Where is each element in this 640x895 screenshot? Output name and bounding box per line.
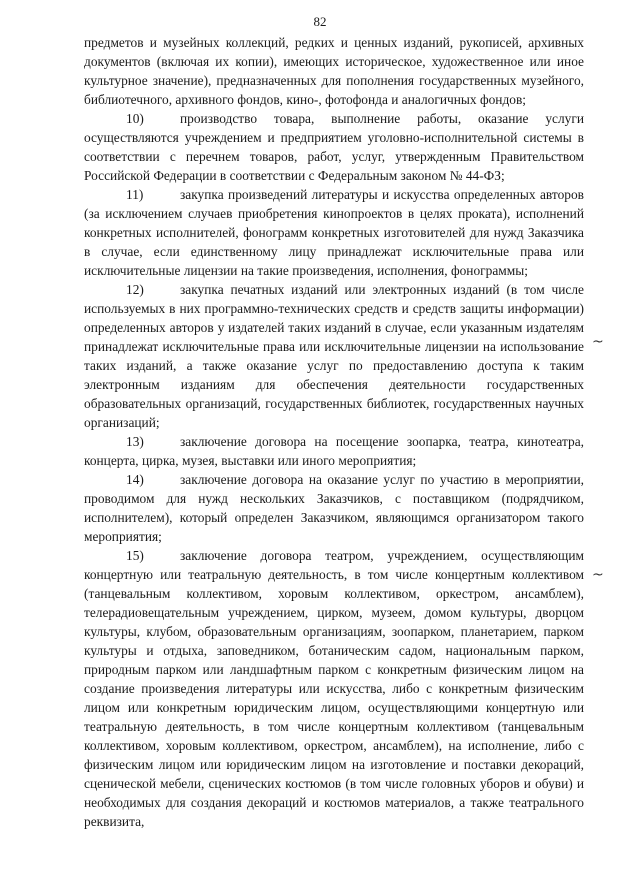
item-number: 14) [126,472,144,487]
intro-paragraph: предметов и музейных коллекций, редких и ценных изданий, рукописей, архивных документов (включая их копии), имеющих историческое, художественное или иное культурное значение), предназначенных для пополнения государственных музейного, библиотечного, архивного фондов, кино-, фотофонда и аналогичных фондов; [84,35,584,107]
item-text: заключение договора на оказание услуг по участию в мероприятии, проводимом для нужд нескольких Заказчиков, с поставщиком (подрядчиком, исполнителем), который определен Заказчиком, являющимся организатором такого мероприятия; [84,472,584,544]
item-number: 11) [126,187,144,202]
margin-mark: ~ [592,567,604,583]
item-text: закупка печатных изданий или электронных изданий (в том числе используемых в них программно-технических средств и средств защиты информации) определенных авторов у издателей таких изданий в случае, если указанным издателям принадлежат исключительные права или исключительные лицензии на использование таких изданий, а также оказание услуг по предоставлению доступа к таким электронным изданиям для обеспечения деятельности государственных образовательных организаций, государственных библиотек, государственных научных организаций; [84,282,584,430]
list-item [84,470,584,546]
list-item [84,109,584,185]
item-text: заключение договора на посещение зоопарка, театра, кинотеатра, концерта, цирка, музея, выставки или иного мероприятия; [84,434,584,468]
margin-mark: ~ [592,334,604,350]
item-number: 15) [126,548,144,563]
item-text: закупка произведений литературы и искусства определенных авторов (за исключением случаев приобретения кинопроектов в целях проката), исполнений конкретных исполнителей, фонограмм конкретных изготовителей для нужд Заказчика в случае, если единственному лицу принадлежат исключительные права или исключительные лицензии на такие произведения, исполнения, фонограммы; [84,187,584,278]
item-number: 10) [126,111,144,126]
item-text: производство товара, выполнение работы, оказание услуги осуществляются учреждением и предприятием уголовно-исполнительной системы в соответствии с перечнем товаров, работ, услуг, утвержденным Правительством Российской Федерации в соответствии с Федеральным законом № 44-ФЗ; [84,111,584,183]
page-number: 82 [313,14,327,29]
list-item [84,546,584,831]
item-number: 13) [126,434,144,449]
list-item [84,185,584,280]
item-text: заключение договора театром, учреждением, осуществляющим концертную или театральную деятельность, в том числе концертным коллективом (танцевальным коллективом, хоровым коллективом, оркестром, ансамблем), телерадиовещательным учреждением, цирком, музеем, домом культуры, дворцом культуры, клубом, образовательным организациям, зоопарком, планетарием, парком культуры и отдыха, заповедником, ботаническим садом, национальным парком, природным парком или ландшафтным парком с конкретным физическим лицом на создание произведения литературы или искусства, либо с конкретным физическим лицом или конкретным юридическим лицом, осуществляющими концертную или театральную деятельность, в том числе концертным коллективом (танцевальным коллективом, хоровым коллективом, оркестром, ансамблем), на исполнение, либо с физическим лицом или юридическим лицом на изготовление и поставки декораций, сценической мебели, сценических костюмов (в том числе головных уборов и обуви) и необходимых для создания декораций и костюмов материалов, а также театрального реквизита, [84,548,584,829]
document-body [84,33,584,831]
list-item [84,280,584,432]
list-item [84,432,584,470]
item-number: 12) [126,282,144,297]
